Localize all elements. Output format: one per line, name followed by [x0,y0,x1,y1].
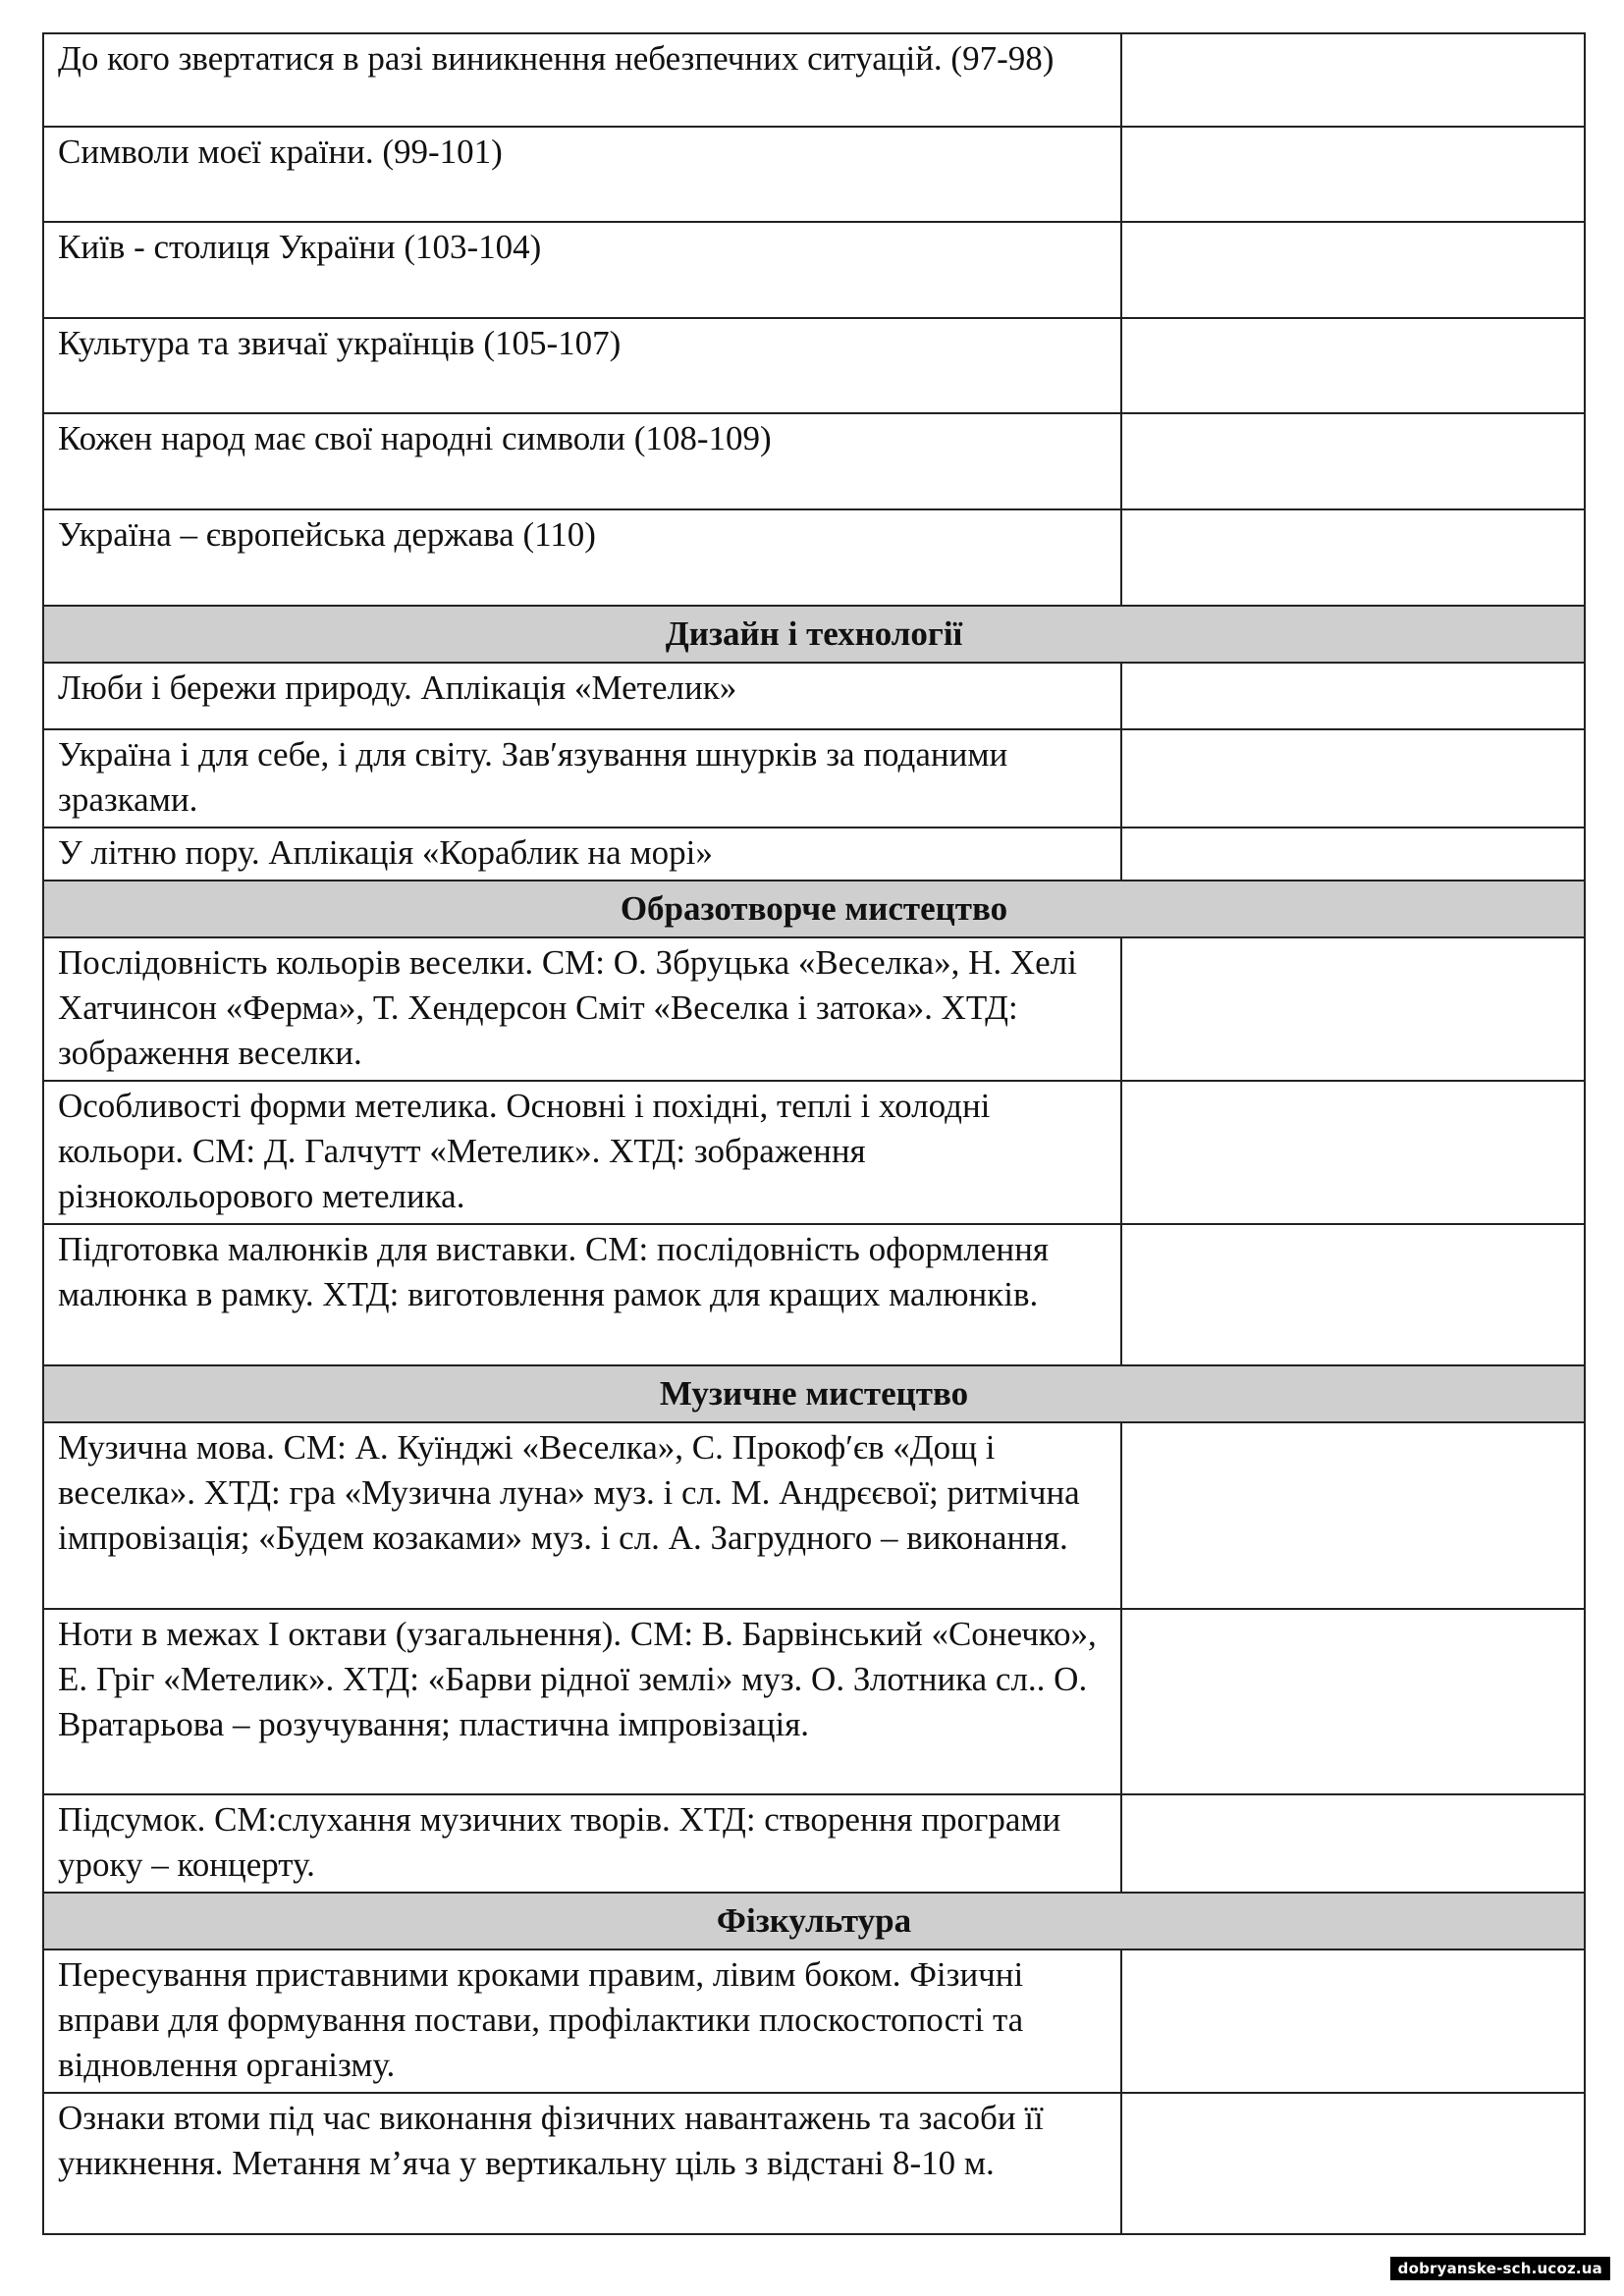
notes-cell[interactable] [1121,1949,1585,2093]
lesson-topic: Послідовність кольорів веселки. СМ: О. Збруцька «Веселка», Н. Хелі Хатчинсон «Ферма», Т. Хендерсон Сміт «Веселка і затока». ХТД: зображення веселки. [43,937,1121,1081]
lesson-topic: Київ - столиця України (103-104) [43,222,1121,318]
table-row [43,663,1585,729]
site-watermark: dobryanske-sch.ucoz.ua [1390,2257,1610,2280]
notes-cell[interactable] [1121,729,1585,828]
table-row [43,318,1585,413]
notes-cell[interactable] [1121,1422,1585,1609]
table-row [43,509,1585,606]
notes-cell[interactable] [1121,1081,1585,1224]
section-heading: Музичне мистецтво [43,1365,1585,1422]
notes-cell[interactable] [1121,127,1585,222]
lesson-topic: Люби і бережи природу. Аплікація «Метелик» [43,663,1121,729]
table-row [43,937,1585,1081]
table-row [43,2093,1585,2234]
lesson-topic: Україна – європейська держава (110) [43,509,1121,606]
notes-cell[interactable] [1121,413,1585,509]
table-row [43,1224,1585,1365]
table-row [43,222,1585,318]
section-heading: Дизайн і технології [43,606,1585,663]
notes-cell[interactable] [1121,828,1585,881]
lesson-topic: Підсумок. СМ:слухання музичних творів. ХТД: створення програми уроку – концерту. [43,1794,1121,1893]
section-row-music [43,1365,1585,1422]
lesson-topic: Кожен народ має свої народні символи (108-109) [43,413,1121,509]
lesson-topic: Музична мова. СМ: А. Куїнджі «Веселка», С. Прокоф′єв «Дощ і веселка». ХТД: гра «Музична луна» муз. і сл. М. Андрєєвої; ритмічна імпровізація; «Будем козаками» муз. і сл. А. Загрудного – виконання. [43,1422,1121,1609]
table-row [43,1794,1585,1893]
lesson-topic: Особливості форми метелика. Основні і похідні, теплі і холодні кольори. СМ: Д. Галчутт «Метелик». ХТД: зображення різнокольорового метелика. [43,1081,1121,1224]
lesson-topic: Ноти в межах І октави (узагальнення). СМ: В. Барвінський «Сонечко», Е. Гріг «Метелик». ХТД: «Барви рідної землі» муз. О. Злотника сл.. О. Вратарьова – розучування; пластична імпровізація. [43,1609,1121,1794]
notes-cell[interactable] [1121,937,1585,1081]
section-row-pe [43,1893,1585,1949]
notes-cell[interactable] [1121,1609,1585,1794]
notes-cell[interactable] [1121,663,1585,729]
table-row [43,127,1585,222]
table-row [43,828,1585,881]
notes-cell[interactable] [1121,2093,1585,2234]
table-row [43,1609,1585,1794]
table-row [43,1081,1585,1224]
lesson-topic: Культура та звичаї українців (105-107) [43,318,1121,413]
lesson-topic: До кого звертатися в разі виникнення небезпечних ситуацій. (97-98) [43,33,1121,127]
lesson-topic: У літню пору. Аплікація «Кораблик на морі» [43,828,1121,881]
lesson-topic: Символи моєї країни. (99-101) [43,127,1121,222]
lesson-topic: Ознаки втоми під час виконання фізичних навантажень та засоби її уникнення. Метання м’яча у вертикальну ціль з відстані 8-10 м. [43,2093,1121,2234]
section-row-fine-arts [43,881,1585,937]
section-heading: Образотворче мистецтво [43,881,1585,937]
table-row [43,413,1585,509]
table-row [43,729,1585,828]
notes-cell[interactable] [1121,318,1585,413]
section-heading: Фізкультура [43,1893,1585,1949]
notes-cell[interactable] [1121,1224,1585,1365]
notes-cell[interactable] [1121,222,1585,318]
lesson-topic: Україна і для себе, і для світу. Зав′язування шнурків за поданими зразками. [43,729,1121,828]
table-row [43,33,1585,127]
notes-cell[interactable] [1121,1794,1585,1893]
lesson-topic: Пересування приставними кроками правим, лівим боком. Фізичні вправи для формування постави, профілактики плоскостопості та відновлення організму. [43,1949,1121,2093]
lesson-topic: Підготовка малюнків для виставки. СМ: послідовність оформлення малюнка в рамку. ХТД: виготовлення рамок для кращих малюнків. [43,1224,1121,1365]
notes-cell[interactable] [1121,33,1585,127]
section-row-design [43,606,1585,663]
notes-cell[interactable] [1121,509,1585,606]
table-row [43,1422,1585,1609]
table-row [43,1949,1585,2093]
lesson-plan-table [42,32,1586,2235]
